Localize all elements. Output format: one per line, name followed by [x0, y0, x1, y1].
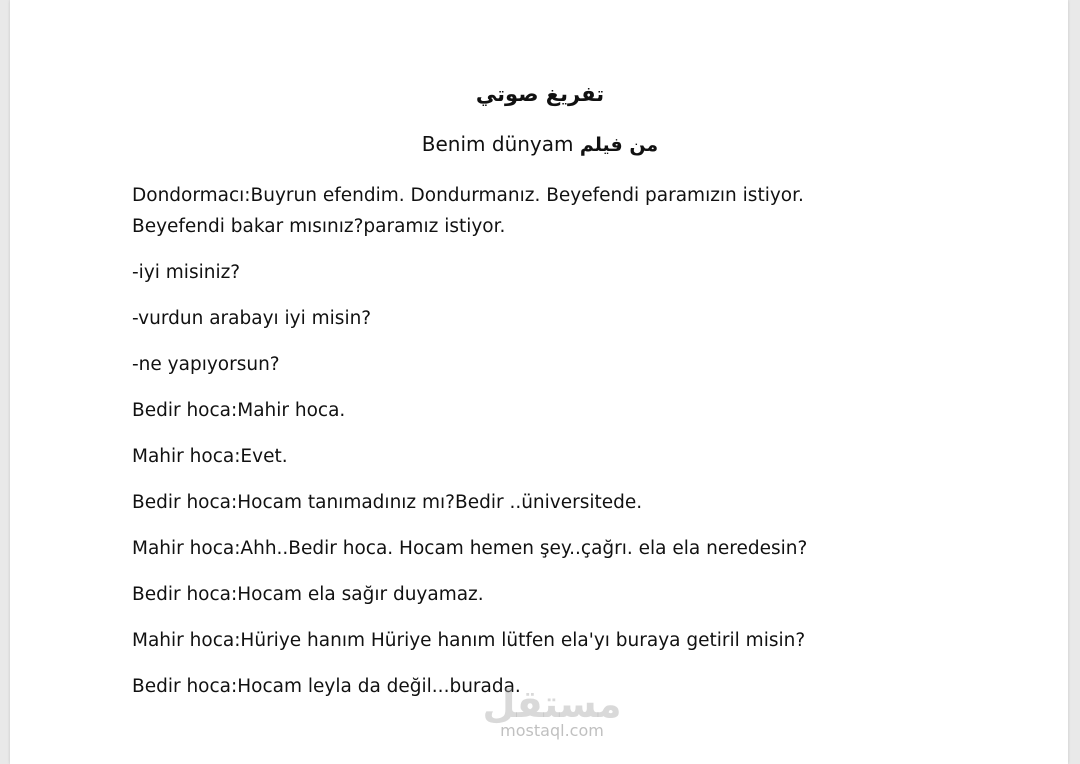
watermark-url: mostaql.com [500, 721, 604, 740]
film-prefix: من فيلم [579, 134, 659, 156]
transcript-paragraph: Mahir hoca:Hüriye hanım Hüriye hanım lütfen ela'yı buraya getiril misin? [132, 630, 806, 651]
transcript-paragraph: Bedir hoca:Hocam ela sağır duyamaz. [132, 584, 484, 605]
transcript-body [132, 180, 1032, 717]
transcript-paragraph: Bedir hoca:Hocam tanımadınız mı?Bedir ..üniversitede. [132, 492, 643, 513]
transcript-paragraph: Mahir hoca:Ahh..Bedir hoca. Hocam hemen şey..çağrı. ela ela neredesin? [132, 538, 808, 559]
watermark-logo: مستقل [482, 682, 622, 726]
document-page [10, 0, 1068, 764]
transcript-paragraph: Bedir hoca:Hocam leyla da değil...burada. [132, 676, 521, 697]
transcript-paragraph: -ne yapıyorsun? [132, 354, 280, 375]
transcript-paragraph: Bedir hoca:Mahir hoca. [132, 400, 346, 421]
film-title-line [0, 132, 1080, 156]
document-title: تفريغ صوتي [475, 82, 605, 106]
transcript-paragraph: Mahir hoca:Evet. [132, 446, 288, 467]
transcript-paragraph: -vurdun arabayı iyi misin? [132, 308, 372, 329]
transcript-paragraph: -iyi misiniz? [132, 262, 241, 283]
film-name: Benim dünyam [421, 132, 574, 156]
transcript-paragraph: Dondormacı:Buyrun efendim. Dondurmanız. Beyefendi paramızın istiyor. Beyefendi bakar mısınız?paramız istiyor. [132, 185, 804, 237]
